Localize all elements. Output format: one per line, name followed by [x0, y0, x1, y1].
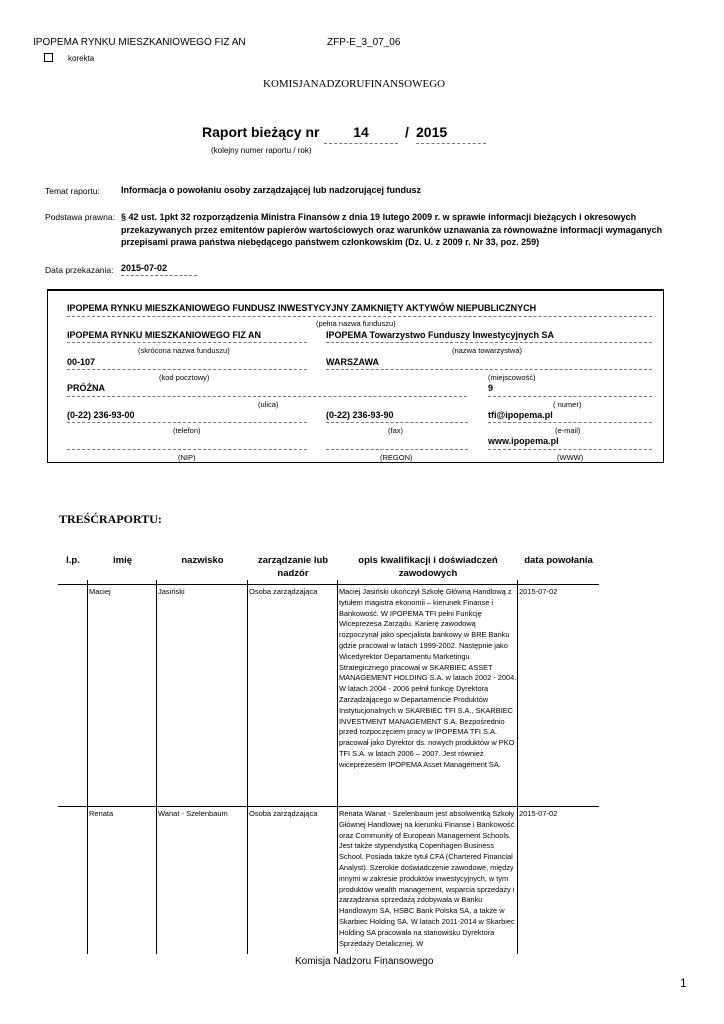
cell-lp: [58, 807, 88, 953]
www[interactable]: www.ipopema.pl: [488, 436, 559, 446]
fax: (0-22) 236-93-90: [326, 410, 394, 420]
street-caption: (ulica): [258, 400, 279, 409]
cell-rola: Osoba zarządzająca: [249, 809, 318, 818]
cell-imie: Renata: [89, 809, 114, 818]
www-caption: (WWW): [557, 453, 584, 462]
divider: [488, 449, 652, 450]
email[interactable]: tfi@ipopema.pl: [488, 410, 553, 420]
phone-caption: (telefon): [173, 426, 201, 435]
report-number: 14: [324, 124, 398, 144]
regon-caption: (REGON): [380, 453, 413, 462]
temat-value: Informacja o powołaniu osoby zarządzającej lub nadzorującej fundusz: [121, 185, 422, 195]
table-header-row: [58, 544, 599, 585]
footer-text: Komisja Nadzoru Finansowego: [295, 956, 434, 967]
header-fund-name: IPOPEMA RYNKU MIESZKANIOWEGO FIZ AN: [33, 37, 246, 48]
report-subcaption: (kolejny numer raportu / rok): [211, 146, 312, 155]
city: WARSZAWA: [326, 357, 379, 367]
col-header-rola: zarządzanie lub nadzór: [248, 544, 338, 585]
page-number: 1: [680, 976, 687, 990]
fund-full-name-caption: (pełna nazwa funduszu): [316, 319, 396, 328]
number-caption: ( numer): [553, 400, 582, 409]
company-caption: (nazwa towarzystwa): [452, 346, 523, 355]
col-header-imie: imię: [88, 544, 157, 585]
cell-data: 2015-07-02: [518, 585, 599, 807]
column-rule: [156, 580, 157, 954]
cell-data: 2015-07-02: [519, 809, 558, 818]
fund-full-name: IPOPEMA RYNKU MIESZKANIOWEGO FUNDUSZ INWESTYCYJNY ZAMKNIĘTY AKTYWÓW NIEPUBLICZNYCH: [67, 303, 537, 313]
postal-caption: (kod pocztowy): [159, 373, 210, 382]
cell-opis: Maciej Jasiński ukończył Szkołę Główną Handlową z tytułem magistra ekonomii – kierunek Finanse i Bankowość. W IPOPEMA TFI pełni Funkcję Wiceprezesa Zarządu. Karierę zawodową rozpoczynał jako specjalista bankowy w BRE Banku gdzie pracował w latach 1999-2002. Następnie jako Wicedyrektor Departamentu Marketingu Strategicznego pracował w SKARBIEC ASSET MANAGEMENT HOLDING S.A. w latach 2002 - 2004. W latach 2004 - 2006 pełnił funkcję Dyrektora Zarządzającego w Departamencie Produktów Instytucjonalnych w SKARBIEC TFI S.A., SKARBIEC INVESTMENT MANAGEMENT S.A. Bezpośrednio przed rozpoczęciem pracy w IPOPEMA TFI S.A. pracował jako Dyrektor ds. nowych produktów w PKO TFI S.A. w latach 2006 – 2007. Jest również wiceprezesem IPOPEMA Asset Management SA.: [338, 585, 518, 807]
divider: [67, 316, 652, 317]
street: PRÓŻNA: [67, 383, 105, 393]
column-rule: [87, 580, 88, 954]
divider: [488, 396, 652, 397]
report-slash: /: [405, 124, 409, 140]
temat-label: Temat raportu:: [45, 186, 100, 196]
podstawa-value: § 42 ust. 1pkt 32 rozporządzenia Ministra Finansów z dnia 19 lutego 2009 r. w sprawie informacji bieżących i okresowych przekazywanych przez emitentów papierów wartościowych oraz warunków uznawania za równoważne informacji wymaganych przepisami prawa państwa niebędącego państwem członkowskim (Dz. U. z 2009 r. Nr 33, poz. 259): [121, 212, 663, 247]
col-header-data: data powołania: [518, 544, 599, 585]
cell-lp: [58, 585, 88, 807]
divider: [67, 369, 307, 370]
data-label: Data przekazania:: [45, 265, 114, 275]
col-header-opis: opis kwalifikacji i doświadczeń zawodowych: [338, 544, 518, 585]
korekta-label: korekta: [68, 54, 95, 63]
divider: [67, 396, 467, 397]
divider: [326, 422, 468, 423]
cell-nazwisko: Wanat - Szelenbaum: [158, 809, 228, 818]
report-year: 2015: [416, 124, 486, 144]
column-rule: [337, 580, 338, 954]
report-title: Raport bieżący nr: [202, 124, 320, 140]
content-title: TREŚĆRAPORTU:: [59, 512, 162, 526]
phone: (0-22) 236-93-00: [67, 410, 135, 420]
divider: [326, 342, 652, 343]
email-caption: (e-mail): [555, 426, 581, 435]
col-header-lp: l.p.: [58, 544, 88, 585]
cell-rola: Osoba zarządzająca: [248, 585, 338, 807]
column-rule: [517, 580, 518, 954]
authority-title: KOMISJANADZORUFINANSOWEGO: [263, 78, 446, 90]
company-name: IPOPEMA Towarzystwo Funduszy Inwestycyjnych SA: [326, 330, 555, 340]
data-value: 2015-07-02: [121, 263, 197, 276]
divider: [488, 422, 652, 423]
cell-imie: Maciej: [88, 585, 157, 807]
divider: [67, 342, 307, 343]
fax-caption: (fax): [388, 426, 403, 435]
cell-opis: Renata Wanat - Szelenbaum jest absolwentką Szkoły Głównej Handlowej na kierunku Finanse i Bankowość oraz Community of European Management Schools. Jest także stypendystką Copenhagen Business School. Posiada także tytuł CFA (Chartered Financial Analyst). Szerokie doświadczenie zawodowe, między innymi w zakresie produktów inwestycyjnych, w tym produktów wealth management, wsparcia sprzedaży i zarządzania sprzedażą zdobywała w Banku Handlowym SA, HSBC Bank Polska SA, a także w Skarbiec Holding SA. W latach 2011-2014 w Skarbiec Holding SA pracowała na stanowisku Dyrektora Sprzedaży Detalicznej. W: [339, 809, 515, 948]
divider: [326, 369, 652, 370]
column-rule: [247, 580, 248, 954]
korekta-checkbox[interactable]: [44, 53, 53, 62]
nip-caption: (NIP): [178, 453, 196, 462]
fund-short-name: IPOPEMA RYNKU MIESZKANIOWEGO FIZ AN: [67, 330, 262, 340]
col-header-nazwisko: nazwisko: [157, 544, 248, 585]
street-number: 9: [488, 383, 494, 393]
city-caption: (miejscowość): [488, 373, 536, 382]
divider: [67, 422, 307, 423]
cell-nazwisko: Jasiński: [157, 585, 248, 807]
form-code: ZFP-E_3_07_06: [327, 37, 401, 48]
divider: [67, 449, 307, 450]
fund-short-name-caption: (skrócona nazwa funduszu): [138, 346, 230, 355]
postal-code: 00-107: [67, 357, 96, 367]
divider: [326, 449, 468, 450]
podstawa-label: Podstawa prawna:: [45, 212, 115, 222]
